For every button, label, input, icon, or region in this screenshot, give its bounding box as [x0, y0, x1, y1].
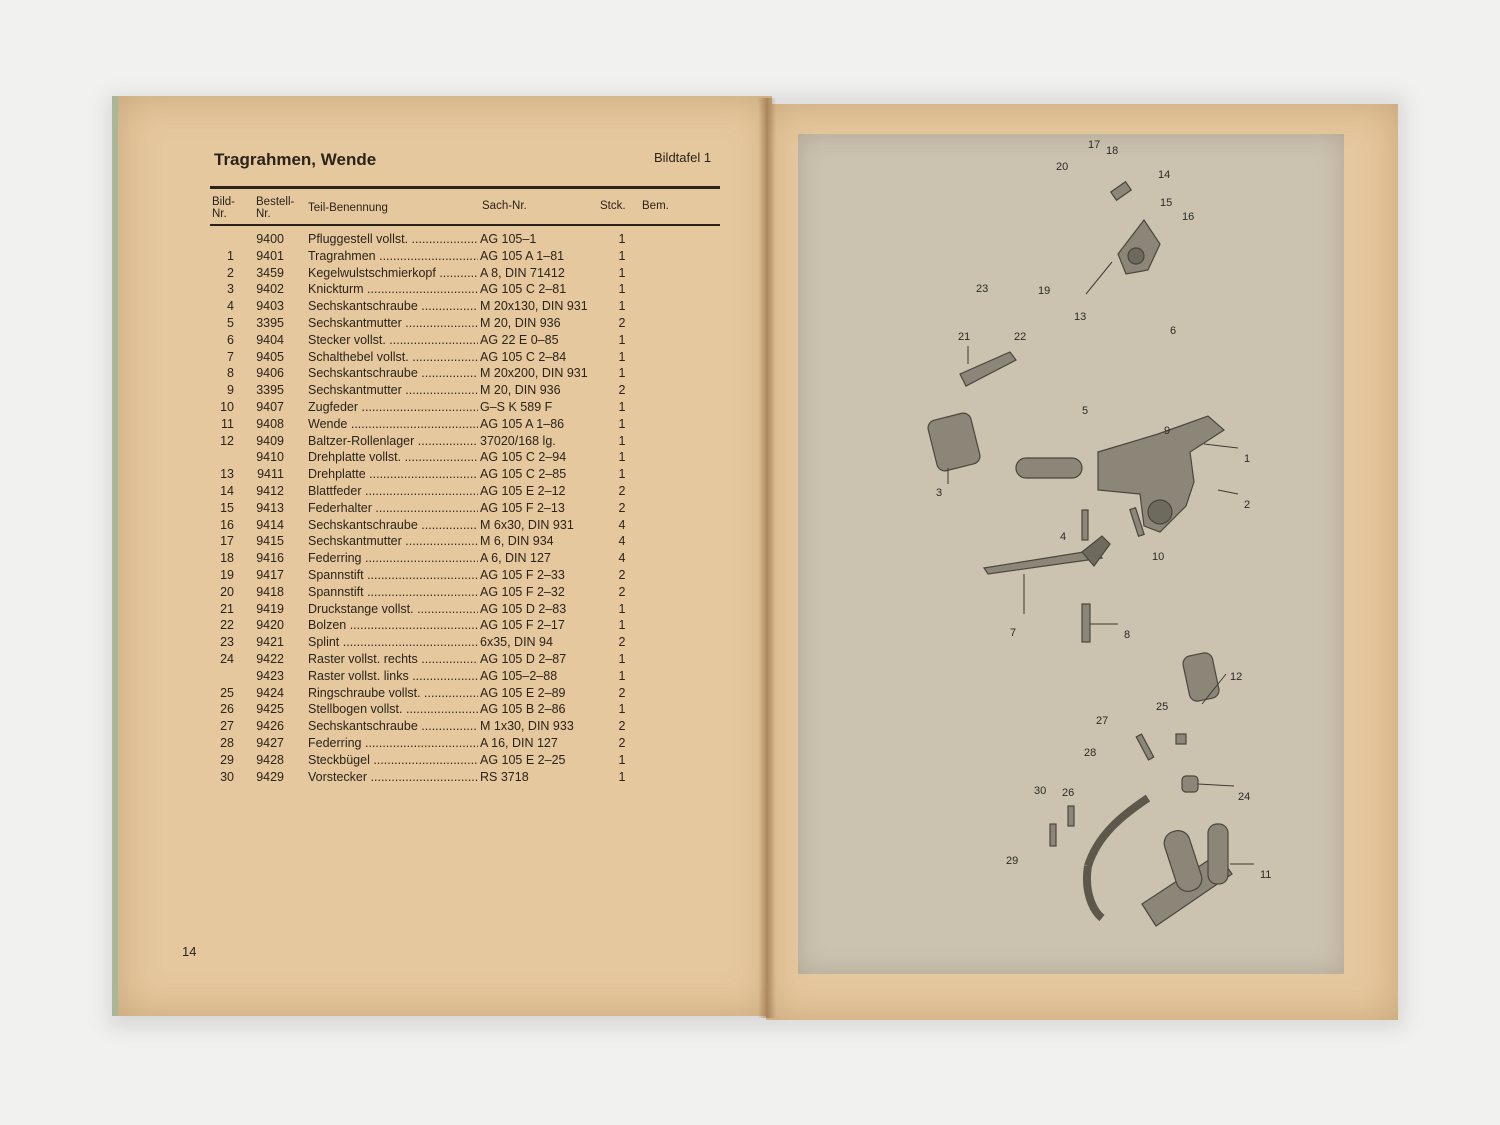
cell-bestell-nr: 9428 [256, 752, 284, 767]
exploded-view-drawing [798, 134, 1344, 974]
cell-sach-nr: AG 105 F 2–33 [480, 567, 565, 582]
cell-stck: 2 [618, 315, 626, 330]
part-8-bolt [1082, 604, 1090, 642]
cell-benennung: Sechskantschraube ..... [308, 299, 478, 313]
callout-10: 10 [1152, 551, 1165, 563]
cell-bestell-nr: 3395 [256, 315, 284, 330]
cell-stck: 1 [618, 265, 626, 280]
table-row [210, 282, 730, 299]
part-28-ring [1136, 734, 1154, 760]
callout-numbers [936, 139, 1271, 881]
table-row [210, 568, 730, 585]
cell-bestell-nr: 3395 [256, 383, 284, 398]
cell-bild-nr: 18 [220, 551, 234, 566]
callout-21: 21 [958, 331, 971, 343]
part-frame-arm [1016, 458, 1082, 478]
callout-8: 8 [1124, 629, 1131, 641]
cell-bild-nr: 20 [220, 584, 234, 599]
cell-sach-nr: 6x35, DIN 94 [480, 635, 553, 650]
cell-sach-nr: AG 105 B 2–86 [480, 702, 566, 717]
cell-bestell-nr: 9414 [256, 517, 284, 532]
cell-benennung: Sechskantmutter ..... [308, 316, 478, 330]
parts-table [210, 232, 730, 786]
table-row [210, 299, 730, 316]
table-row [210, 602, 730, 619]
cell-bestell-nr: 9408 [256, 416, 284, 431]
cell-bild-nr: 9 [227, 383, 234, 398]
cell-stck: 2 [618, 685, 626, 700]
callout-4: 4 [1060, 531, 1067, 543]
cell-bild-nr: 29 [220, 752, 234, 767]
cell-sach-nr: AG 105 A 1–81 [480, 248, 565, 263]
table-row [210, 686, 730, 703]
cell-stck: 4 [618, 551, 626, 566]
plate-label: Bildtafel 1 [654, 150, 712, 165]
cell-bild-nr: 10 [220, 399, 234, 414]
callout-26: 26 [1062, 787, 1075, 799]
cell-sach-nr: AG 105 F 2–13 [480, 500, 565, 515]
cell-stck: 2 [618, 584, 626, 599]
part-26-arc-end [1087, 866, 1102, 918]
table-row [210, 450, 730, 467]
part-4-bolt [1082, 510, 1088, 540]
callout-29: 29 [1006, 855, 1019, 867]
cell-sach-nr: A 6, DIN 127 [480, 551, 551, 566]
table-row [210, 467, 730, 484]
cell-benennung: Schalthebel vollst. ..... [308, 350, 478, 364]
cell-benennung: Federhalter ..... [308, 501, 478, 515]
cell-sach-nr: AG 105 C 2–94 [480, 450, 567, 465]
cell-stck: 1 [618, 433, 626, 448]
header-rule-top [210, 186, 720, 189]
cell-bestell-nr: 9426 [256, 719, 284, 734]
part-25-ring-screw [1176, 734, 1186, 744]
cell-benennung: Sechskantschraube ..... [308, 366, 478, 380]
exploded-view-plate [798, 134, 1344, 974]
cell-bestell-nr: 9416 [256, 551, 284, 566]
cell-bild-nr: 25 [220, 685, 234, 700]
cell-benennung: Stecker vollst. ..... [308, 333, 478, 347]
callout-23: 23 [976, 283, 989, 295]
table-row [210, 366, 730, 383]
cell-bestell-nr: 9402 [256, 282, 284, 297]
table-row [210, 417, 730, 434]
cell-benennung: Vorstecker ..... [308, 770, 478, 784]
cell-bestell-nr: 9400 [256, 232, 284, 246]
cell-stck: 2 [618, 567, 626, 582]
table-row [210, 753, 730, 770]
table-row [210, 518, 730, 535]
table-row [210, 383, 730, 400]
cell-bestell-nr: 9422 [256, 651, 284, 666]
part-29-clip [1050, 824, 1056, 846]
cell-stck: 1 [618, 450, 626, 465]
part-26-arc [1088, 798, 1148, 866]
cell-sach-nr: AG 105 D 2–83 [480, 601, 567, 616]
table-row [210, 333, 730, 350]
table-row [210, 652, 730, 669]
callout-5: 5 [1082, 405, 1089, 417]
callout-13: 13 [1074, 311, 1087, 323]
cell-benennung: Federring ..... [308, 551, 478, 565]
part-24-raster [1182, 776, 1198, 792]
cell-benennung: Pfluggestell vollst. ..... [308, 232, 478, 246]
cell-bild-nr: 23 [220, 635, 234, 650]
cell-sach-nr: M 20x200, DIN 931 [480, 366, 588, 381]
cell-stck: 1 [618, 299, 626, 314]
header-sach-nr: Sach-Nr. [482, 200, 527, 212]
cell-bestell-nr: 9407 [256, 399, 284, 414]
cell-bild-nr: 11 [221, 416, 234, 431]
callout-18: 18 [1106, 145, 1119, 157]
cell-sach-nr: AG 105 C 2–85 [480, 467, 567, 482]
table-row [210, 719, 730, 736]
cell-bild-nr: 22 [220, 618, 234, 633]
cell-stck: 1 [618, 416, 626, 431]
cell-sach-nr: AG 105 E 2–89 [480, 685, 566, 700]
cell-stck: 1 [618, 769, 626, 784]
callout-24: 24 [1238, 791, 1251, 803]
callout-27: 27 [1096, 715, 1109, 727]
cell-bild-nr: 2 [227, 265, 234, 280]
cell-bestell-nr: 9415 [256, 534, 284, 549]
cell-sach-nr: G–S K 589 F [480, 399, 553, 414]
cell-sach-nr: RS 3718 [480, 769, 529, 784]
cell-bestell-nr: 9417 [256, 567, 284, 582]
cell-bild-nr: 24 [220, 651, 234, 666]
cell-bestell-nr: 9425 [256, 702, 284, 717]
header-bem: Bem. [642, 200, 669, 212]
cell-benennung: Wende ..... [308, 417, 478, 431]
cell-sach-nr: AG 105–1 [480, 232, 537, 246]
cell-bestell-nr: 9419 [256, 601, 284, 616]
callout-20: 20 [1056, 161, 1069, 173]
cell-benennung: Splint ..... [308, 635, 478, 649]
callout-30: 30 [1034, 785, 1047, 797]
page-number: 14 [182, 944, 197, 959]
table-row [210, 669, 730, 686]
cell-sach-nr: AG 105 C 2–84 [480, 349, 567, 364]
cell-bild-nr: 21 [220, 601, 234, 616]
cell-sach-nr: AG 105 F 2–17 [480, 618, 565, 633]
page-title: Tragrahmen, Wende [214, 150, 377, 169]
header-bestell-nr: Bestell- Nr. [256, 196, 295, 220]
cell-bestell-nr: 9404 [256, 332, 284, 347]
table-row [210, 249, 730, 266]
cell-sach-nr: AG 22 E 0–85 [480, 332, 559, 347]
cell-bestell-nr: 3459 [256, 265, 284, 280]
cell-stck: 1 [618, 467, 626, 482]
cell-benennung: Ringschraube vollst. ..... [308, 686, 478, 700]
table-row [210, 316, 730, 333]
cell-benennung: Kegelwulstschmierkopf ..... [308, 266, 478, 280]
cell-sach-nr: M 20, DIN 936 [480, 315, 561, 330]
cell-stck: 1 [618, 752, 626, 767]
cell-sach-nr: A 16, DIN 127 [480, 735, 558, 750]
callout-22: 22 [1014, 331, 1027, 343]
cell-sach-nr: AG 105 E 2–25 [480, 752, 566, 767]
cell-benennung: Bolzen ..... [308, 618, 478, 632]
cell-sach-nr: AG 105 F 2–32 [480, 584, 565, 599]
callout-9: 9 [1164, 425, 1171, 437]
table-row [210, 434, 730, 451]
cell-bestell-nr: 9406 [256, 366, 284, 381]
cell-stck: 2 [618, 719, 626, 734]
leader-1 [1204, 444, 1238, 448]
table-row [210, 400, 730, 417]
cell-stck: 2 [618, 383, 626, 398]
cell-bild-nr: 15 [220, 500, 234, 515]
table-row [210, 585, 730, 602]
header-stck: Stck. [600, 200, 626, 212]
cell-sach-nr: AG 105 D 2–87 [480, 651, 567, 666]
cell-bild-nr: 5 [227, 315, 234, 330]
cell-bild-nr: 1 [227, 248, 234, 263]
cell-stck: 1 [618, 399, 626, 414]
cell-sach-nr: AG 105 E 2–12 [480, 483, 566, 498]
cell-bestell-nr: 9405 [256, 349, 284, 364]
callout-19: 19 [1038, 285, 1051, 297]
cell-benennung: Drehplatte vollst. ..... [308, 450, 478, 464]
cell-benennung: Raster vollst. rechts ..... [308, 652, 478, 666]
callout-3: 3 [936, 487, 943, 499]
cell-bild-nr: 26 [220, 702, 234, 717]
cell-stck: 1 [618, 248, 626, 263]
cell-sach-nr: M 20x130, DIN 931 [480, 299, 588, 314]
cell-stck: 1 [618, 332, 626, 347]
cell-stck: 1 [618, 349, 626, 364]
book-gutter [758, 98, 776, 1018]
cell-benennung: Raster vollst. links ..... [308, 669, 478, 683]
cell-benennung: Steckbügel ..... [308, 753, 478, 767]
cell-bestell-nr: 9418 [256, 584, 284, 599]
part-1-hub [1148, 500, 1172, 524]
cell-sach-nr: AG 105 C 2–81 [480, 282, 567, 297]
cell-bild-nr: 12 [220, 433, 234, 448]
callout-12: 12 [1230, 671, 1243, 683]
cell-bild-nr: 8 [227, 366, 234, 381]
cell-benennung: Zugfeder ..... [308, 400, 478, 414]
cell-stck: 4 [618, 534, 626, 549]
cell-benennung: Baltzer-Rollenlager ..... [308, 434, 478, 448]
table-row [210, 635, 730, 652]
leader-24 [1198, 784, 1234, 786]
cell-bestell-nr: 9403 [256, 299, 284, 314]
cell-benennung: Sechskantschraube ..... [308, 518, 478, 532]
cell-stck: 1 [618, 651, 626, 666]
callout-25: 25 [1156, 701, 1169, 713]
table-row [210, 350, 730, 367]
cell-bild-nr: 27 [220, 719, 234, 734]
cell-bestell-nr: 9411 [257, 467, 284, 482]
table-row [210, 736, 730, 753]
part-13-hole [1128, 248, 1144, 264]
cell-bestell-nr: 9410 [256, 450, 284, 465]
callout-14: 14 [1158, 169, 1171, 181]
callout-15: 15 [1160, 197, 1173, 209]
left-page [112, 96, 772, 1016]
cell-bild-nr: 28 [220, 735, 234, 750]
leader-13 [1086, 262, 1112, 294]
part-11-wende-pipe [1161, 828, 1205, 895]
table-row [210, 618, 730, 635]
callout-2: 2 [1244, 499, 1251, 511]
callout-16: 16 [1182, 211, 1195, 223]
cell-benennung: Tragrahmen ..... [308, 249, 478, 263]
cell-stck: 2 [618, 735, 626, 750]
cell-bild-nr: 7 [227, 349, 234, 364]
table-row [210, 770, 730, 787]
header-benennung: Teil-Benennung [308, 202, 388, 214]
cell-sach-nr: M 6, DIN 934 [480, 534, 554, 549]
cell-bild-nr: 3 [227, 282, 234, 297]
cell-benennung: Spannstift ..... [308, 585, 478, 599]
cell-bestell-nr: 9420 [256, 618, 284, 633]
cell-bild-nr: 6 [227, 332, 234, 347]
part-30-pin [1068, 806, 1074, 826]
table-row [210, 232, 730, 249]
table-row [210, 702, 730, 719]
cell-benennung: Sechskantschraube ..... [308, 719, 478, 733]
callout-28: 28 [1084, 747, 1097, 759]
cell-stck: 1 [618, 282, 626, 297]
table-row [210, 266, 730, 283]
cell-bestell-nr: 9401 [256, 248, 284, 263]
cell-sach-nr: AG 105 A 1–86 [480, 416, 565, 431]
callout-1: 1 [1244, 453, 1251, 465]
cell-bild-nr: 13 [220, 467, 234, 482]
leader-2 [1218, 490, 1238, 494]
cell-benennung: Knickturm ..... [308, 282, 478, 296]
cell-bestell-nr: 9429 [256, 769, 284, 784]
callout-6: 6 [1170, 325, 1177, 337]
header-bild-nr: Bild- Nr. [212, 196, 236, 220]
cell-benennung: Sechskantmutter ..... [308, 383, 478, 397]
cell-benennung: Sechskantmutter ..... [308, 534, 478, 548]
cell-stck: 1 [618, 702, 626, 717]
cell-bestell-nr: 9409 [256, 433, 284, 448]
cell-bestell-nr: 9421 [256, 635, 284, 650]
callout-11: 11 [1260, 869, 1272, 881]
cell-bestell-nr: 9412 [256, 483, 284, 498]
cell-benennung: Drehplatte ..... [308, 467, 478, 481]
part-11-wende-pin [1208, 824, 1228, 884]
table-row [210, 551, 730, 568]
part-13-plate [1118, 220, 1160, 274]
right-page [766, 104, 1398, 1020]
table-row [210, 501, 730, 518]
cell-bestell-nr: 9413 [256, 500, 284, 515]
cell-benennung: Federring ..... [308, 736, 478, 750]
cell-benennung: Blattfeder ..... [308, 484, 478, 498]
cell-sach-nr: M 20, DIN 936 [480, 383, 561, 398]
cell-sach-nr: A 8, DIN 71412 [480, 265, 565, 280]
part-12-roller-bearing [1182, 651, 1221, 702]
cell-stck: 1 [618, 668, 626, 683]
cell-stck: 2 [618, 483, 626, 498]
cell-stck: 2 [618, 635, 626, 650]
table-row [210, 534, 730, 551]
cell-bestell-nr: 9423 [256, 668, 284, 683]
cell-stck: 1 [618, 366, 626, 381]
cell-stck: 1 [618, 618, 626, 633]
part-14-leaf-spring [1111, 182, 1131, 201]
part-3-knickturm [926, 411, 981, 472]
cell-sach-nr: M 1x30, DIN 933 [480, 719, 574, 734]
cell-bild-nr: 16 [220, 517, 234, 532]
cell-bild-nr: 14 [220, 483, 234, 498]
cell-sach-nr: AG 105–2–88 [480, 668, 558, 683]
cell-stck: 2 [618, 500, 626, 515]
callout-7: 7 [1010, 627, 1017, 639]
cell-bestell-nr: 9427 [256, 735, 284, 750]
cell-benennung: Spannstift ..... [308, 568, 478, 582]
cell-bild-nr: 19 [220, 567, 234, 582]
cell-bild-nr: 4 [227, 299, 234, 314]
cell-bild-nr: 30 [220, 769, 234, 784]
cell-bild-nr: 17 [220, 534, 234, 549]
cell-sach-nr: 37020/168 lg. [480, 433, 556, 448]
cell-sach-nr: M 6x30, DIN 931 [480, 517, 574, 532]
cell-stck: 4 [618, 517, 626, 532]
cell-stck: 1 [618, 232, 626, 246]
callout-17: 17 [1088, 139, 1101, 151]
cell-benennung: Druckstange vollst. ..... [308, 602, 478, 616]
cell-stck: 1 [618, 601, 626, 616]
cell-benennung: Stellbogen vollst. ..... [308, 702, 478, 716]
table-row [210, 484, 730, 501]
cell-bestell-nr: 9424 [256, 685, 284, 700]
header-rule-bottom [210, 224, 720, 226]
